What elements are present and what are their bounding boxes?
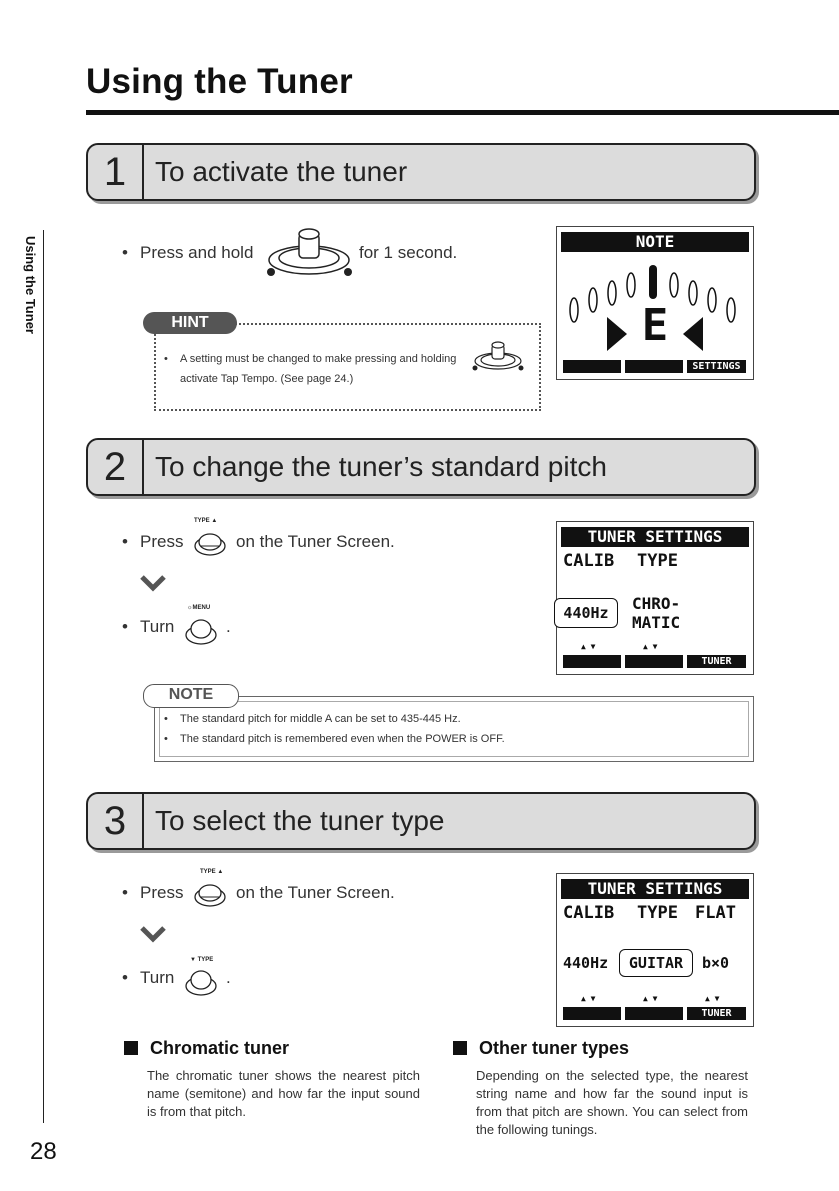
- type-column-label: TYPE: [637, 551, 678, 571]
- detected-note: E: [641, 300, 669, 351]
- step3-bullet-1: • Press: [122, 883, 184, 902]
- step2-bullet-2: • Turn: [122, 617, 175, 636]
- side-rule: [43, 230, 44, 1123]
- display-header: TUNER SETTINGS: [561, 527, 749, 547]
- step3-bullet-2-suffix: .: [226, 968, 231, 987]
- calib-value: 440Hz: [563, 954, 609, 972]
- step1-bullet: • Press and hold: [122, 243, 254, 262]
- step-number: 2: [88, 440, 144, 494]
- other-types-text: Depending on the selected type, the nearest string name and how far the sound input is from that pitch are shown. You can select from the following tunings.: [476, 1068, 748, 1137]
- step3-bullet-1-suffix: on the Tuner Screen.: [236, 883, 395, 902]
- type-button-icon: [193, 877, 227, 909]
- type-key-label: TYPE ▲: [194, 518, 218, 524]
- step-label: To change the tuner’s standard pitch: [155, 451, 607, 482]
- note-line-1: • The standard pitch for middle A can be set to 435-445 Hz.: [164, 713, 461, 725]
- hint-line-1: • A setting must be changed to make pressing and holding: [164, 353, 457, 365]
- softkey-1: [563, 360, 621, 373]
- note-badge: NOTE: [143, 684, 239, 708]
- footswitch-small-icon: [470, 338, 526, 372]
- footswitch-large-icon: [262, 220, 356, 280]
- flat-value: b×0: [702, 954, 730, 972]
- knob-3-arrows: ▲ ▼: [705, 994, 720, 1003]
- softkey-2: [625, 360, 683, 373]
- type-knob-label: ▼ TYPE: [190, 957, 214, 963]
- menu-key-label: ☼MENU: [187, 605, 211, 611]
- type-knob-icon: [184, 964, 218, 998]
- hint-badge: HINT: [143, 312, 237, 334]
- step2-bullet-1-suffix: on the Tuner Screen.: [236, 532, 395, 551]
- note-line-2: • The standard pitch is remembered even when the POWER is OFF.: [164, 733, 505, 745]
- step-label: To activate the tuner: [155, 156, 408, 187]
- type-value-line-2: MATIC: [632, 613, 681, 632]
- calib-column-label: CALIB: [563, 551, 615, 571]
- bullet-text: Press and hold: [140, 243, 254, 262]
- tuner-settings-display-calib: [556, 521, 754, 675]
- step-3-header: [86, 792, 756, 850]
- knob-1-arrows: ▲ ▼: [581, 994, 596, 1003]
- calib-column-label: CALIB: [563, 903, 615, 923]
- softkey-2: [625, 655, 683, 668]
- step-1-header: [86, 143, 756, 201]
- step1-bullet-suffix: for 1 second.: [359, 243, 458, 262]
- chevron-down-icon: [139, 573, 167, 593]
- step-2-header: [86, 438, 756, 496]
- knob-2-arrows: ▲ ▼: [643, 994, 658, 1003]
- other-types-heading: Other tuner types: [453, 1038, 629, 1059]
- side-tab: Using the Tuner: [23, 236, 38, 334]
- display-header: NOTE: [561, 232, 749, 252]
- square-bullet-icon: [124, 1041, 138, 1055]
- softkey-1: [563, 1007, 621, 1020]
- page-title: Using the Tuner: [86, 62, 353, 101]
- step2-bullet-2-suffix: .: [226, 617, 231, 636]
- type-column-label: TYPE: [637, 903, 678, 923]
- step-number: 1: [88, 145, 144, 199]
- title-rule: [86, 110, 839, 115]
- softkey-settings: SETTINGS: [687, 360, 746, 373]
- page-number: 28: [30, 1138, 57, 1165]
- step-label: To select the tuner type: [155, 805, 445, 836]
- type-value-line-1: CHRO-: [632, 594, 681, 613]
- note-inner-frame: [159, 701, 749, 757]
- square-bullet-icon: [453, 1041, 467, 1055]
- hint-line-2: activate Tap Tempo. (See page 24.): [180, 373, 354, 385]
- softkey-tuner: TUNER: [687, 1007, 746, 1020]
- knob-1-arrows: ▲ ▼: [581, 642, 596, 651]
- type-button-icon: [193, 526, 227, 558]
- calib-value-selected: 440Hz: [554, 598, 618, 628]
- step2-bullet-1: • Press: [122, 532, 184, 551]
- display-header: TUNER SETTINGS: [561, 879, 749, 899]
- chromatic-heading: Chromatic tuner: [124, 1038, 289, 1059]
- chromatic-text: The chromatic tuner shows the nearest pitch name (semitone) and how far the input sound is from that pitch.: [147, 1068, 420, 1119]
- menu-knob-icon: [184, 613, 218, 647]
- knob-2-arrows: ▲ ▼: [643, 642, 658, 651]
- tuner-note-display: [556, 226, 754, 380]
- type-value-selected: GUITAR: [619, 949, 693, 977]
- tuner-settings-display-type: [556, 873, 754, 1027]
- step-number: 3: [88, 794, 144, 848]
- flat-column-label: FLAT: [695, 903, 736, 923]
- softkey-2: [625, 1007, 683, 1020]
- softkey-1: [563, 655, 621, 668]
- softkey-tuner: TUNER: [687, 655, 746, 668]
- type-key-label: TYPE ▲: [200, 869, 224, 875]
- step3-bullet-2: • Turn: [122, 968, 175, 987]
- chevron-down-icon: [139, 924, 167, 944]
